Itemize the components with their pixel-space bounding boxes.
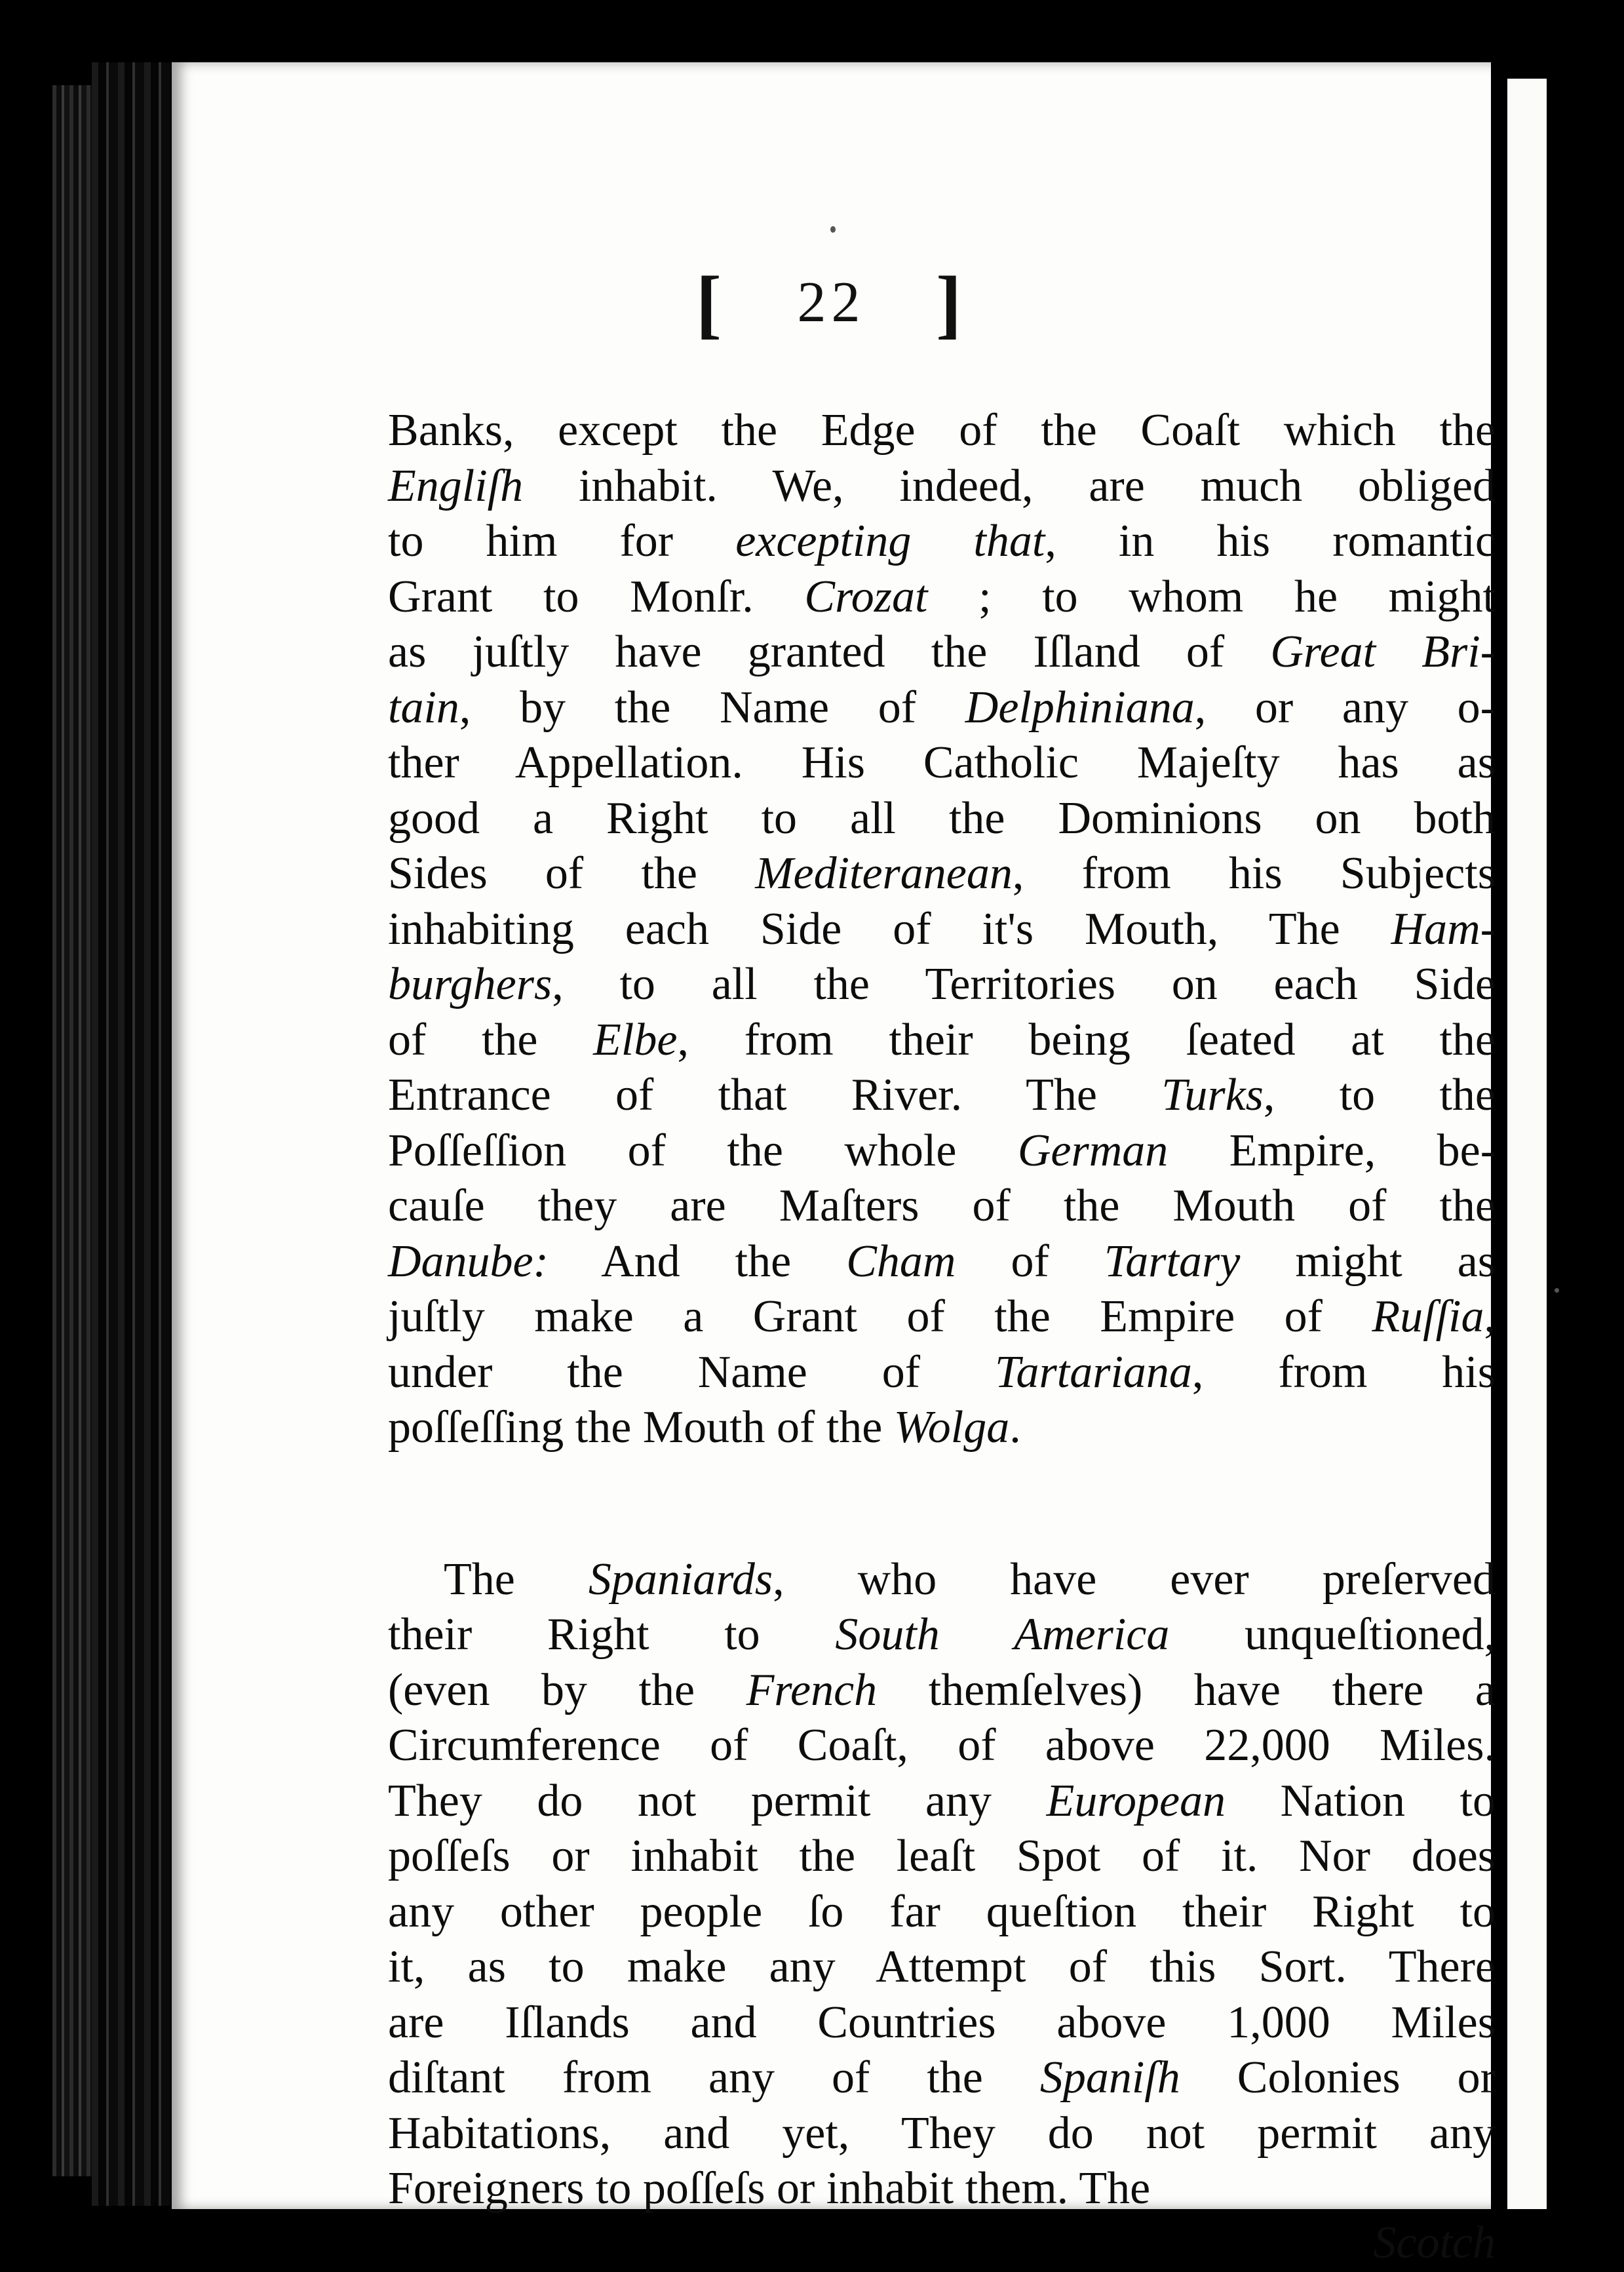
text-segment: might as xyxy=(1240,1236,1496,1287)
text-line xyxy=(388,459,1496,515)
text-segment: , from their being ſeated at the xyxy=(677,1015,1496,1065)
text-segment: , or any o- xyxy=(1195,682,1496,733)
text-segment: , in his romantic xyxy=(1045,516,1496,566)
text-line xyxy=(388,902,1496,958)
text-line xyxy=(388,1607,1496,1663)
text-segment: juſtly make a Grant of the Empire of xyxy=(388,1291,1372,1342)
header-left-bracket: [ xyxy=(696,260,727,346)
text-segment: poſſeſs or inhabit the leaſt Spot of it. Nor does xyxy=(388,1831,1496,1881)
text-segment: as juſtly have granted the Iſland of xyxy=(388,627,1270,677)
text-line xyxy=(388,1124,1496,1179)
text-segment: Circumference of Coaſt, of above 22,000 Miles. xyxy=(388,1720,1496,1771)
text-segment: They do not permit any xyxy=(388,1776,1047,1826)
italic-text: tain xyxy=(388,682,459,733)
text-line xyxy=(388,570,1496,625)
text-segment: The xyxy=(444,1554,589,1605)
italic-text: Ruſſia xyxy=(1372,1291,1484,1342)
text-segment: , who have ever preſerved xyxy=(773,1554,1496,1605)
text-segment: of xyxy=(956,1236,1104,1287)
text-line xyxy=(388,1068,1496,1124)
text-segment: , by the Name of xyxy=(459,682,965,733)
print-speck xyxy=(1555,1288,1559,1293)
text-segment: poſſeſſing the Mouth of the xyxy=(388,1402,894,1453)
facing-page-edge xyxy=(1507,79,1547,2209)
text-line xyxy=(388,1345,1496,1401)
text-line xyxy=(388,2050,1496,2106)
text-segment: their Right to xyxy=(388,1609,835,1660)
text-line xyxy=(388,2161,1496,2217)
text-segment: good a Right to all the Dominions on both xyxy=(388,793,1496,844)
text-segment: Nation to xyxy=(1226,1776,1496,1826)
text-line xyxy=(388,2106,1496,2162)
italic-text: South America xyxy=(835,1609,1169,1660)
text-segment: , from his Subjects xyxy=(1013,848,1496,899)
text-line xyxy=(388,1400,1496,1456)
italic-text: Crozat xyxy=(804,572,927,622)
text-line xyxy=(388,1995,1496,2051)
text-line xyxy=(388,1663,1496,1719)
text-segment: to him for xyxy=(388,516,735,566)
catchword: Scotch xyxy=(1373,2217,1496,2269)
text-segment: , to all the Territories on each Side xyxy=(552,959,1496,1009)
body-text xyxy=(388,403,1496,2272)
paragraph xyxy=(388,403,1496,1456)
text-line xyxy=(388,1234,1496,1290)
text-line xyxy=(388,846,1496,902)
text-segment: , to the xyxy=(1264,1070,1496,1120)
text-segment: Colonies or xyxy=(1180,2052,1496,2103)
italic-text: Tartariana xyxy=(995,1347,1192,1398)
text-line xyxy=(388,735,1496,791)
text-line xyxy=(388,1829,1496,1885)
binding-gutter xyxy=(92,62,170,2206)
text-segment: , xyxy=(1484,1291,1496,1342)
text-line xyxy=(388,1179,1496,1234)
text-line xyxy=(388,957,1496,1013)
italic-text: Great xyxy=(1270,627,1376,677)
italic-text: European xyxy=(1047,1776,1226,1826)
text-segment: cauſe they are Maſters of the Mouth of the xyxy=(388,1181,1496,1231)
text-segment: Entrance of that River. The xyxy=(388,1070,1161,1120)
text-line xyxy=(388,1940,1496,1995)
text-line xyxy=(388,1885,1496,1940)
italic-text: Bri- xyxy=(1376,627,1496,677)
text-segment: are Iſlands and Countries above 1,000 Miles xyxy=(388,1997,1496,2048)
text-line xyxy=(388,625,1496,680)
italic-text: Spaniſh xyxy=(1040,2052,1180,2103)
text-segment: ; to whom he might xyxy=(927,572,1496,622)
text-segment: ther Appellation. His Catholic Majeſty has as xyxy=(388,737,1496,788)
italic-text: Engliſh xyxy=(388,461,523,511)
italic-text: Tartary xyxy=(1104,1236,1241,1287)
text-line xyxy=(388,1289,1496,1345)
book-spine-shadow xyxy=(0,0,52,2260)
text-segment: Poſſeſſion of the whole xyxy=(388,1126,1018,1176)
text-segment: Empire, be- xyxy=(1168,1126,1496,1176)
italic-text: Mediteranean xyxy=(755,848,1013,899)
catchword-line xyxy=(388,2217,1496,2272)
text-segment: any other people ſo far queſtion their Right to xyxy=(388,1887,1496,1937)
text-line xyxy=(388,514,1496,570)
text-segment: under the Name of xyxy=(388,1347,995,1398)
text-segment: Foreigners to poſſeſs or inhabit them. The xyxy=(388,2163,1150,2214)
text-line xyxy=(388,791,1496,847)
text-segment: Banks, except the Edge of the Coaſt which the xyxy=(388,405,1496,456)
text-line xyxy=(388,403,1496,459)
text-segment: unqueſtioned, xyxy=(1169,1609,1496,1660)
text-segment: And the xyxy=(549,1236,846,1287)
italic-text: Danube: xyxy=(388,1236,549,1287)
text-line xyxy=(388,1718,1496,1774)
italic-text: Turks xyxy=(1161,1070,1264,1120)
text-segment: of the xyxy=(388,1015,593,1065)
paragraph-gap xyxy=(388,1456,1496,1552)
text-segment: Grant to Monſr. xyxy=(388,572,804,622)
text-segment: diſtant from any of the xyxy=(388,2052,1040,2103)
page-number: 22 xyxy=(798,271,866,334)
text-segment: , from his xyxy=(1192,1347,1496,1398)
text-line xyxy=(388,680,1496,736)
text-line xyxy=(388,1774,1496,1830)
italic-text: excepting that xyxy=(735,516,1045,566)
page-stack-edges xyxy=(52,85,92,2176)
text-segment: themſelves) have there a xyxy=(877,1665,1496,1715)
text-segment: Sides of the xyxy=(388,848,755,899)
text-segment: Habitations, and yet, They do not permit any xyxy=(388,2108,1496,2159)
text-segment: (even by the xyxy=(388,1665,746,1715)
text-line xyxy=(388,1552,1496,1608)
paragraph xyxy=(388,1552,1496,2217)
text-segment: it, as to make any Attempt of this Sort. There xyxy=(388,1942,1496,1992)
italic-text: German xyxy=(1018,1126,1168,1176)
italic-text: burghers xyxy=(388,959,552,1009)
italic-text: French xyxy=(746,1665,878,1715)
text-line xyxy=(388,1013,1496,1068)
text-segment: . xyxy=(1009,1402,1021,1453)
book-page xyxy=(172,62,1491,2209)
text-segment: inhabiting each Side of it's Mouth, The xyxy=(388,904,1391,954)
print-speck xyxy=(830,226,836,233)
italic-text: Wolga xyxy=(894,1402,1009,1453)
text-segment: inhabit. We, indeed, are much obliged xyxy=(523,461,1496,511)
italic-text: Elbe xyxy=(593,1015,677,1065)
italic-text: Cham xyxy=(846,1236,956,1287)
italic-text: Delphiniana xyxy=(965,682,1195,733)
page-header xyxy=(172,259,1491,348)
italic-text: Spaniards xyxy=(589,1554,773,1605)
italic-text: Ham- xyxy=(1391,904,1496,954)
header-right-bracket: ] xyxy=(936,260,967,346)
